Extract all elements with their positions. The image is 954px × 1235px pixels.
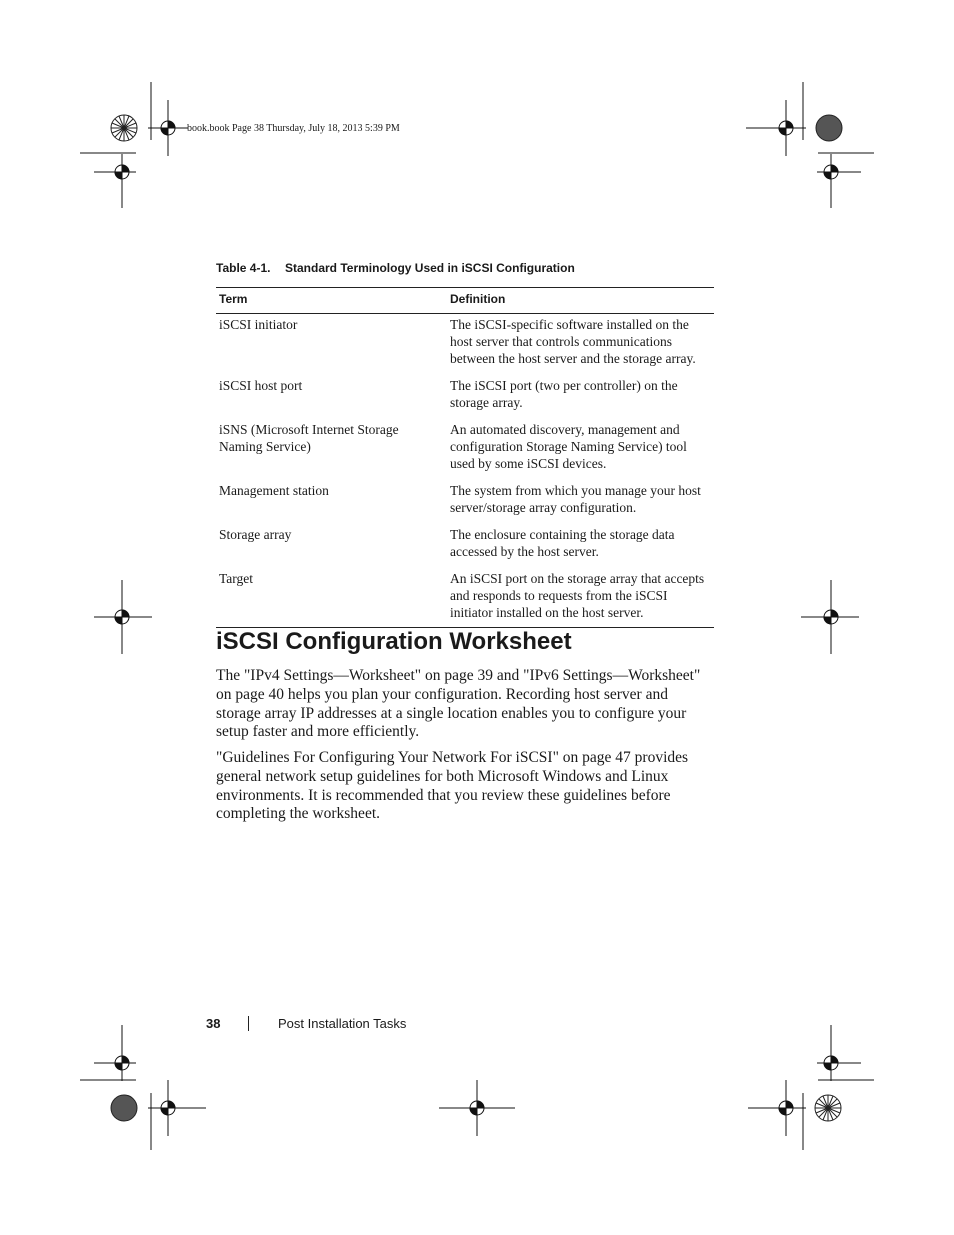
page-number: 38 xyxy=(206,1016,221,1031)
column-header-definition: Definition xyxy=(447,288,714,314)
section-heading: iSCSI Configuration Worksheet xyxy=(216,628,572,655)
page-footer xyxy=(0,1016,954,1034)
table-caption-number: Table 4-1. xyxy=(216,261,271,275)
term-cell: Storage array xyxy=(219,527,292,542)
footer-separator xyxy=(248,1016,249,1031)
definition-cell: An automated discovery, management and configuration Storage Naming Service) tool used by some iSCSI devices. xyxy=(450,422,687,471)
terminology-table xyxy=(216,287,714,628)
table-header-row xyxy=(216,288,714,314)
definition-cell: The system from which you manage your host server/storage array configuration. xyxy=(450,483,701,515)
chapter-title: Post Installation Tasks xyxy=(278,1016,407,1031)
definition-cell: An iSCSI port on the storage array that accepts and responds to requests from the iSCSI initiator installed on the host server. xyxy=(447,568,714,628)
table-row xyxy=(216,419,714,480)
table-row xyxy=(216,375,714,419)
body-paragraph: The "IPv4 Settings—Worksheet" on page 39 and "IPv6 Settings—Worksheet" on page 40 helps you plan your configuration. Recording host server and storage array IP addresses at a single location enables you to configure your setup faster and more efficiently. xyxy=(216,667,701,741)
term-cell: Management station xyxy=(219,483,329,498)
table-row xyxy=(216,314,714,376)
term-cell: Target xyxy=(216,568,447,628)
print-header-stamp: book.book Page 38 Thursday, July 18, 2013 5:39 PM xyxy=(187,123,400,134)
definition-cell: The iSCSI port (two per controller) on the storage array. xyxy=(450,378,678,410)
column-header-term: Term xyxy=(216,288,447,314)
table-caption xyxy=(216,261,575,275)
table-caption-title: Standard Terminology Used in iSCSI Configuration xyxy=(285,261,575,275)
definition-cell: The iSCSI-specific software installed on the host server that controls communications between the host server and the storage array. xyxy=(450,317,696,366)
term-cell: iSNS (Microsoft Internet Storage Naming Service) xyxy=(219,422,399,454)
term-cell: iSCSI host port xyxy=(219,378,303,393)
body-paragraph: "Guidelines For Configuring Your Network For iSCSI" on page 47 provides general network setup guidelines for both Microsoft Windows and Linux environments. It is recommended that you review these guidelines before completing the worksheet. xyxy=(216,749,689,823)
definition-cell: The enclosure containing the storage data accessed by the host server. xyxy=(450,527,675,559)
table-row xyxy=(216,480,714,524)
table-row xyxy=(216,568,714,628)
table-row xyxy=(216,524,714,568)
term-cell: iSCSI initiator xyxy=(219,317,298,332)
